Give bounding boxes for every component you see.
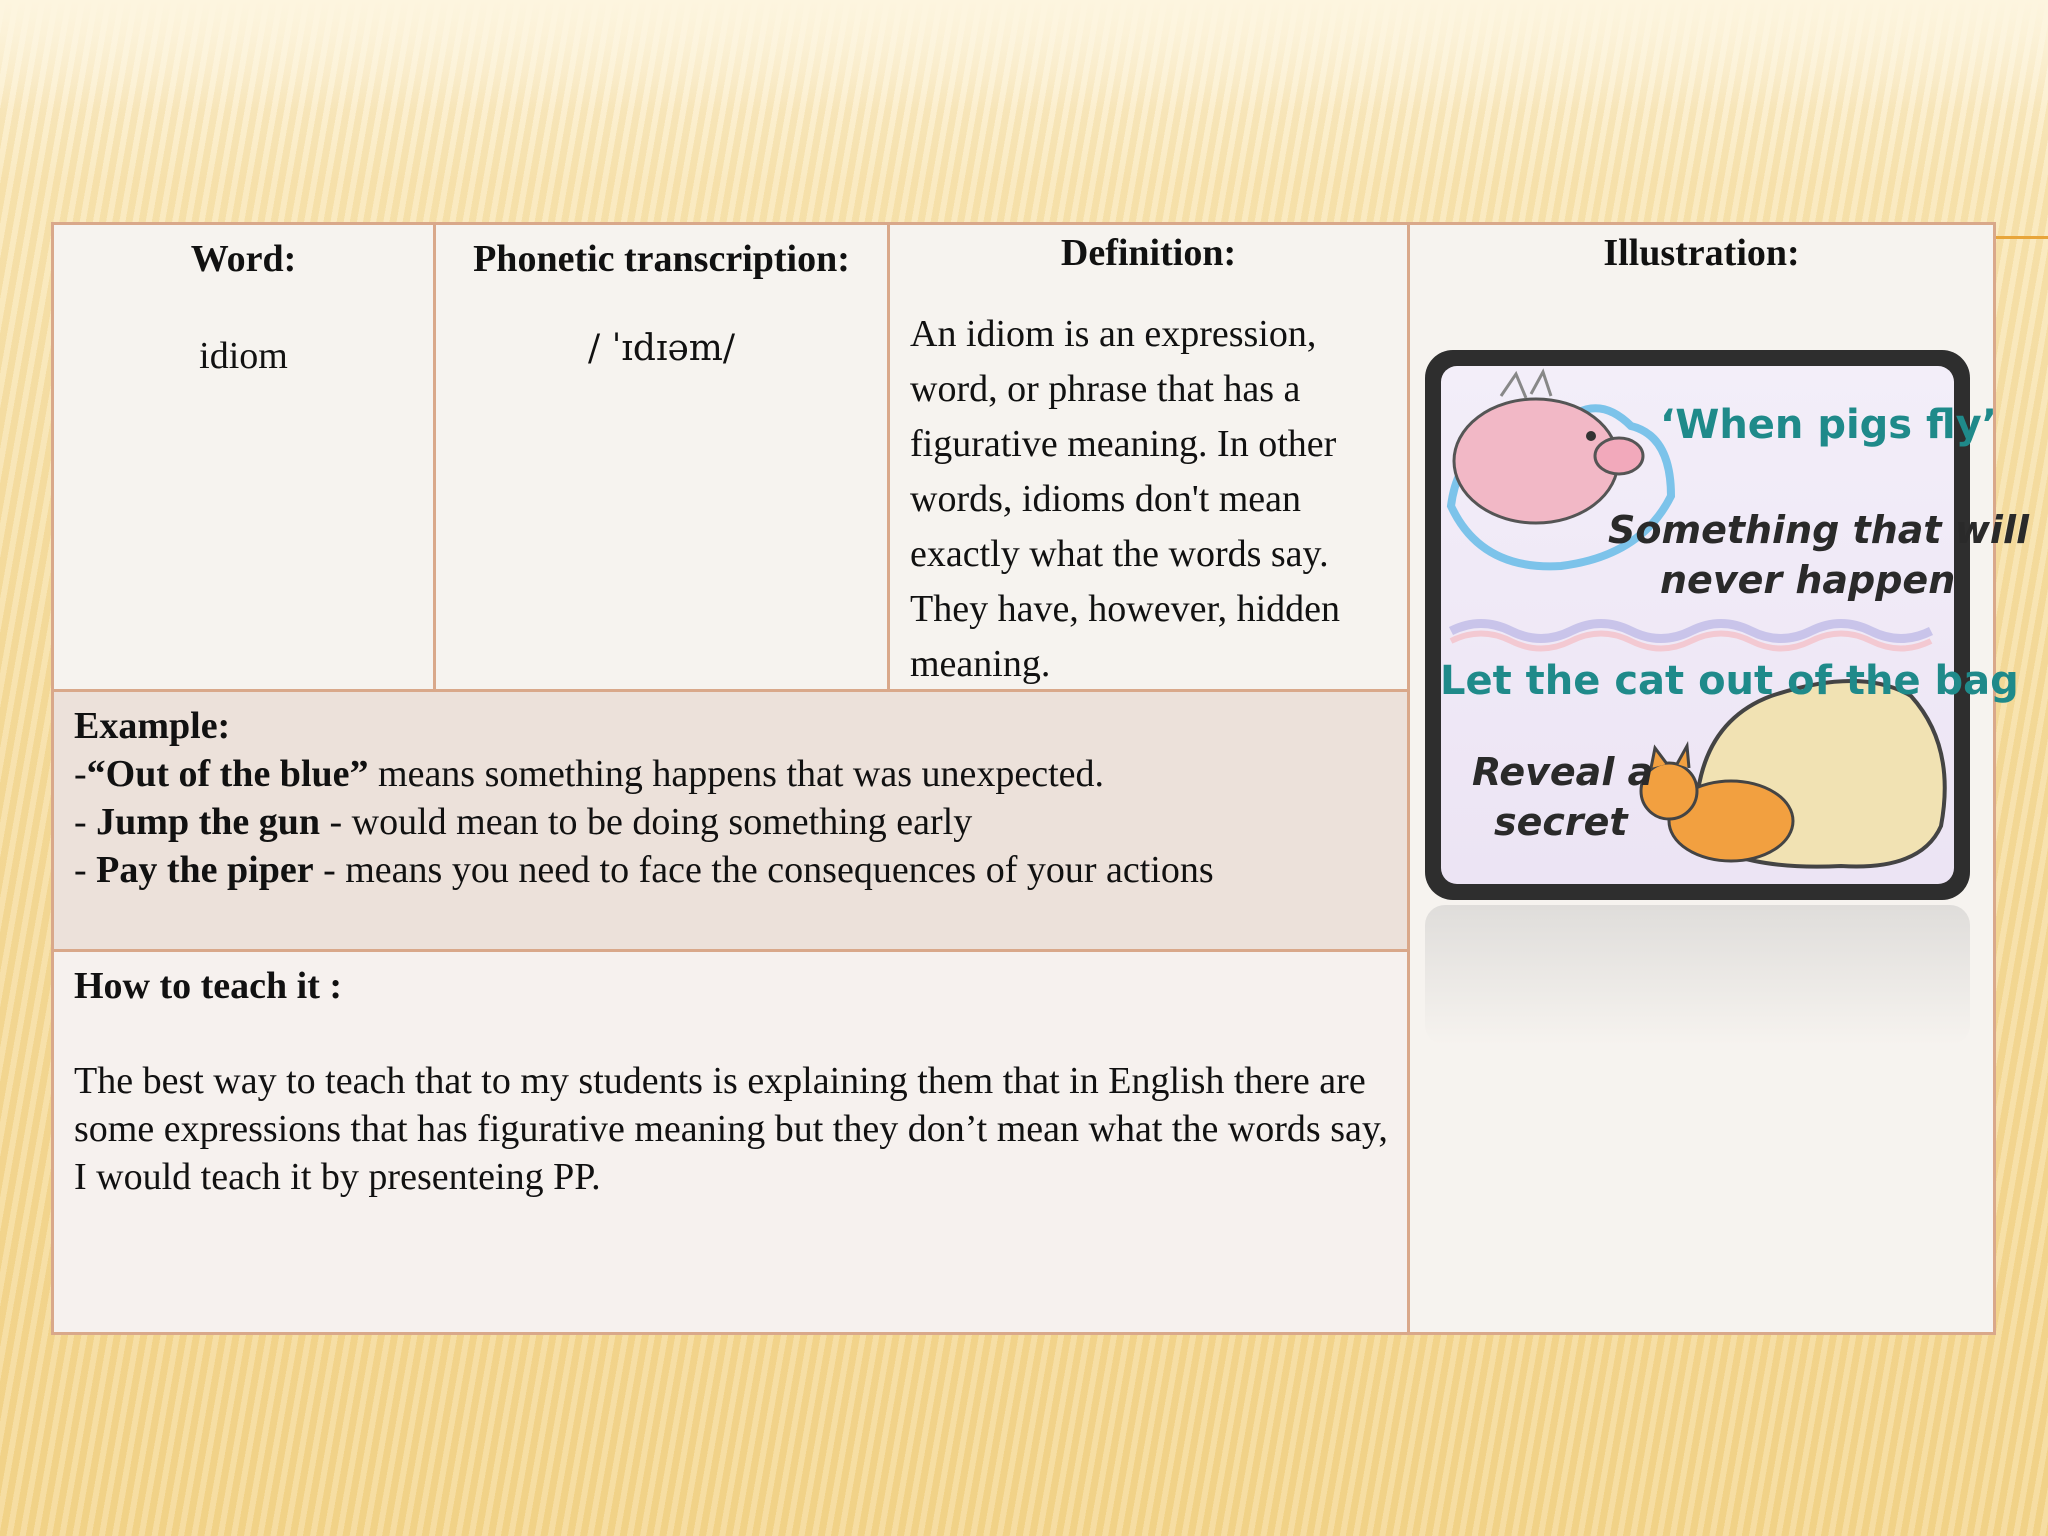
example-item — [74, 798, 1214, 846]
definition-header: Definition: — [1060, 232, 1237, 274]
teach-text: The best way to teach that to my students is explaining them that in English there are some expressions that has figurative meaning but they don’t mean what the words say, I would teach it by presenteing PP. — [74, 1060, 1388, 1198]
phonetic-header: Phonetic transcription: — [473, 238, 850, 280]
phonetic-cell — [436, 225, 887, 689]
teach-header: How to teach it : — [74, 965, 343, 1007]
example-item-idiom: Pay the piper — [96, 849, 314, 891]
word-header: Word: — [190, 238, 297, 280]
example-item-meaning: - would mean to be doing something early — [320, 801, 973, 843]
example-item-prefix: - — [74, 849, 97, 891]
teach-cell — [54, 952, 1407, 1332]
pig-eye-icon — [1586, 431, 1596, 441]
definition-text: An idiom is an expression, word, or phrase that has a figurative meaning. In other words, idioms don't mean exactly what the words say. They have, however, hidden meaning. — [910, 313, 1341, 685]
example-item-idiom: “Out of the blue” — [86, 753, 369, 795]
example-item-meaning: - means you need to face the consequences of your actions — [313, 849, 1214, 891]
meaning-reveal-line1: Reveal a — [1472, 750, 1654, 794]
example-item-prefix: - — [74, 753, 87, 795]
meaning-reveal-line2: secret — [1494, 800, 1628, 844]
pig-wings-icon — [1501, 372, 1551, 398]
example-cell — [54, 692, 1407, 949]
definition-cell — [890, 225, 1407, 689]
meaning-never-happen-line1: Something that will — [1608, 508, 2030, 552]
example-item — [74, 846, 1214, 894]
meaning-never-happen-line2: never happen — [1660, 558, 1956, 602]
example-item-meaning: means something happens that was unexpected. — [368, 753, 1105, 795]
illustration-reflection — [1425, 905, 1970, 1045]
illustration-header: Illustration: — [1603, 232, 1800, 274]
flying-pig-icon — [1454, 399, 1618, 523]
example-item-idiom: Jump the gun — [96, 801, 320, 843]
idiom-when-pigs-fly: ‘When pigs fly’ — [1660, 402, 1997, 448]
phonetic-value: / ˈɪdɪəm/ — [587, 328, 736, 369]
accent-line — [1996, 236, 2048, 239]
pig-snout-icon — [1595, 438, 1643, 474]
example-item-prefix: - — [74, 801, 97, 843]
idiom-cat-out-of-bag: Let the cat out of the bag — [1440, 658, 2019, 704]
example-header: Example: — [74, 705, 231, 747]
word-value: idiom — [199, 335, 288, 377]
example-list — [74, 750, 1214, 894]
word-cell — [54, 225, 433, 689]
example-item — [74, 750, 1214, 798]
background-top-fade — [0, 0, 2048, 110]
